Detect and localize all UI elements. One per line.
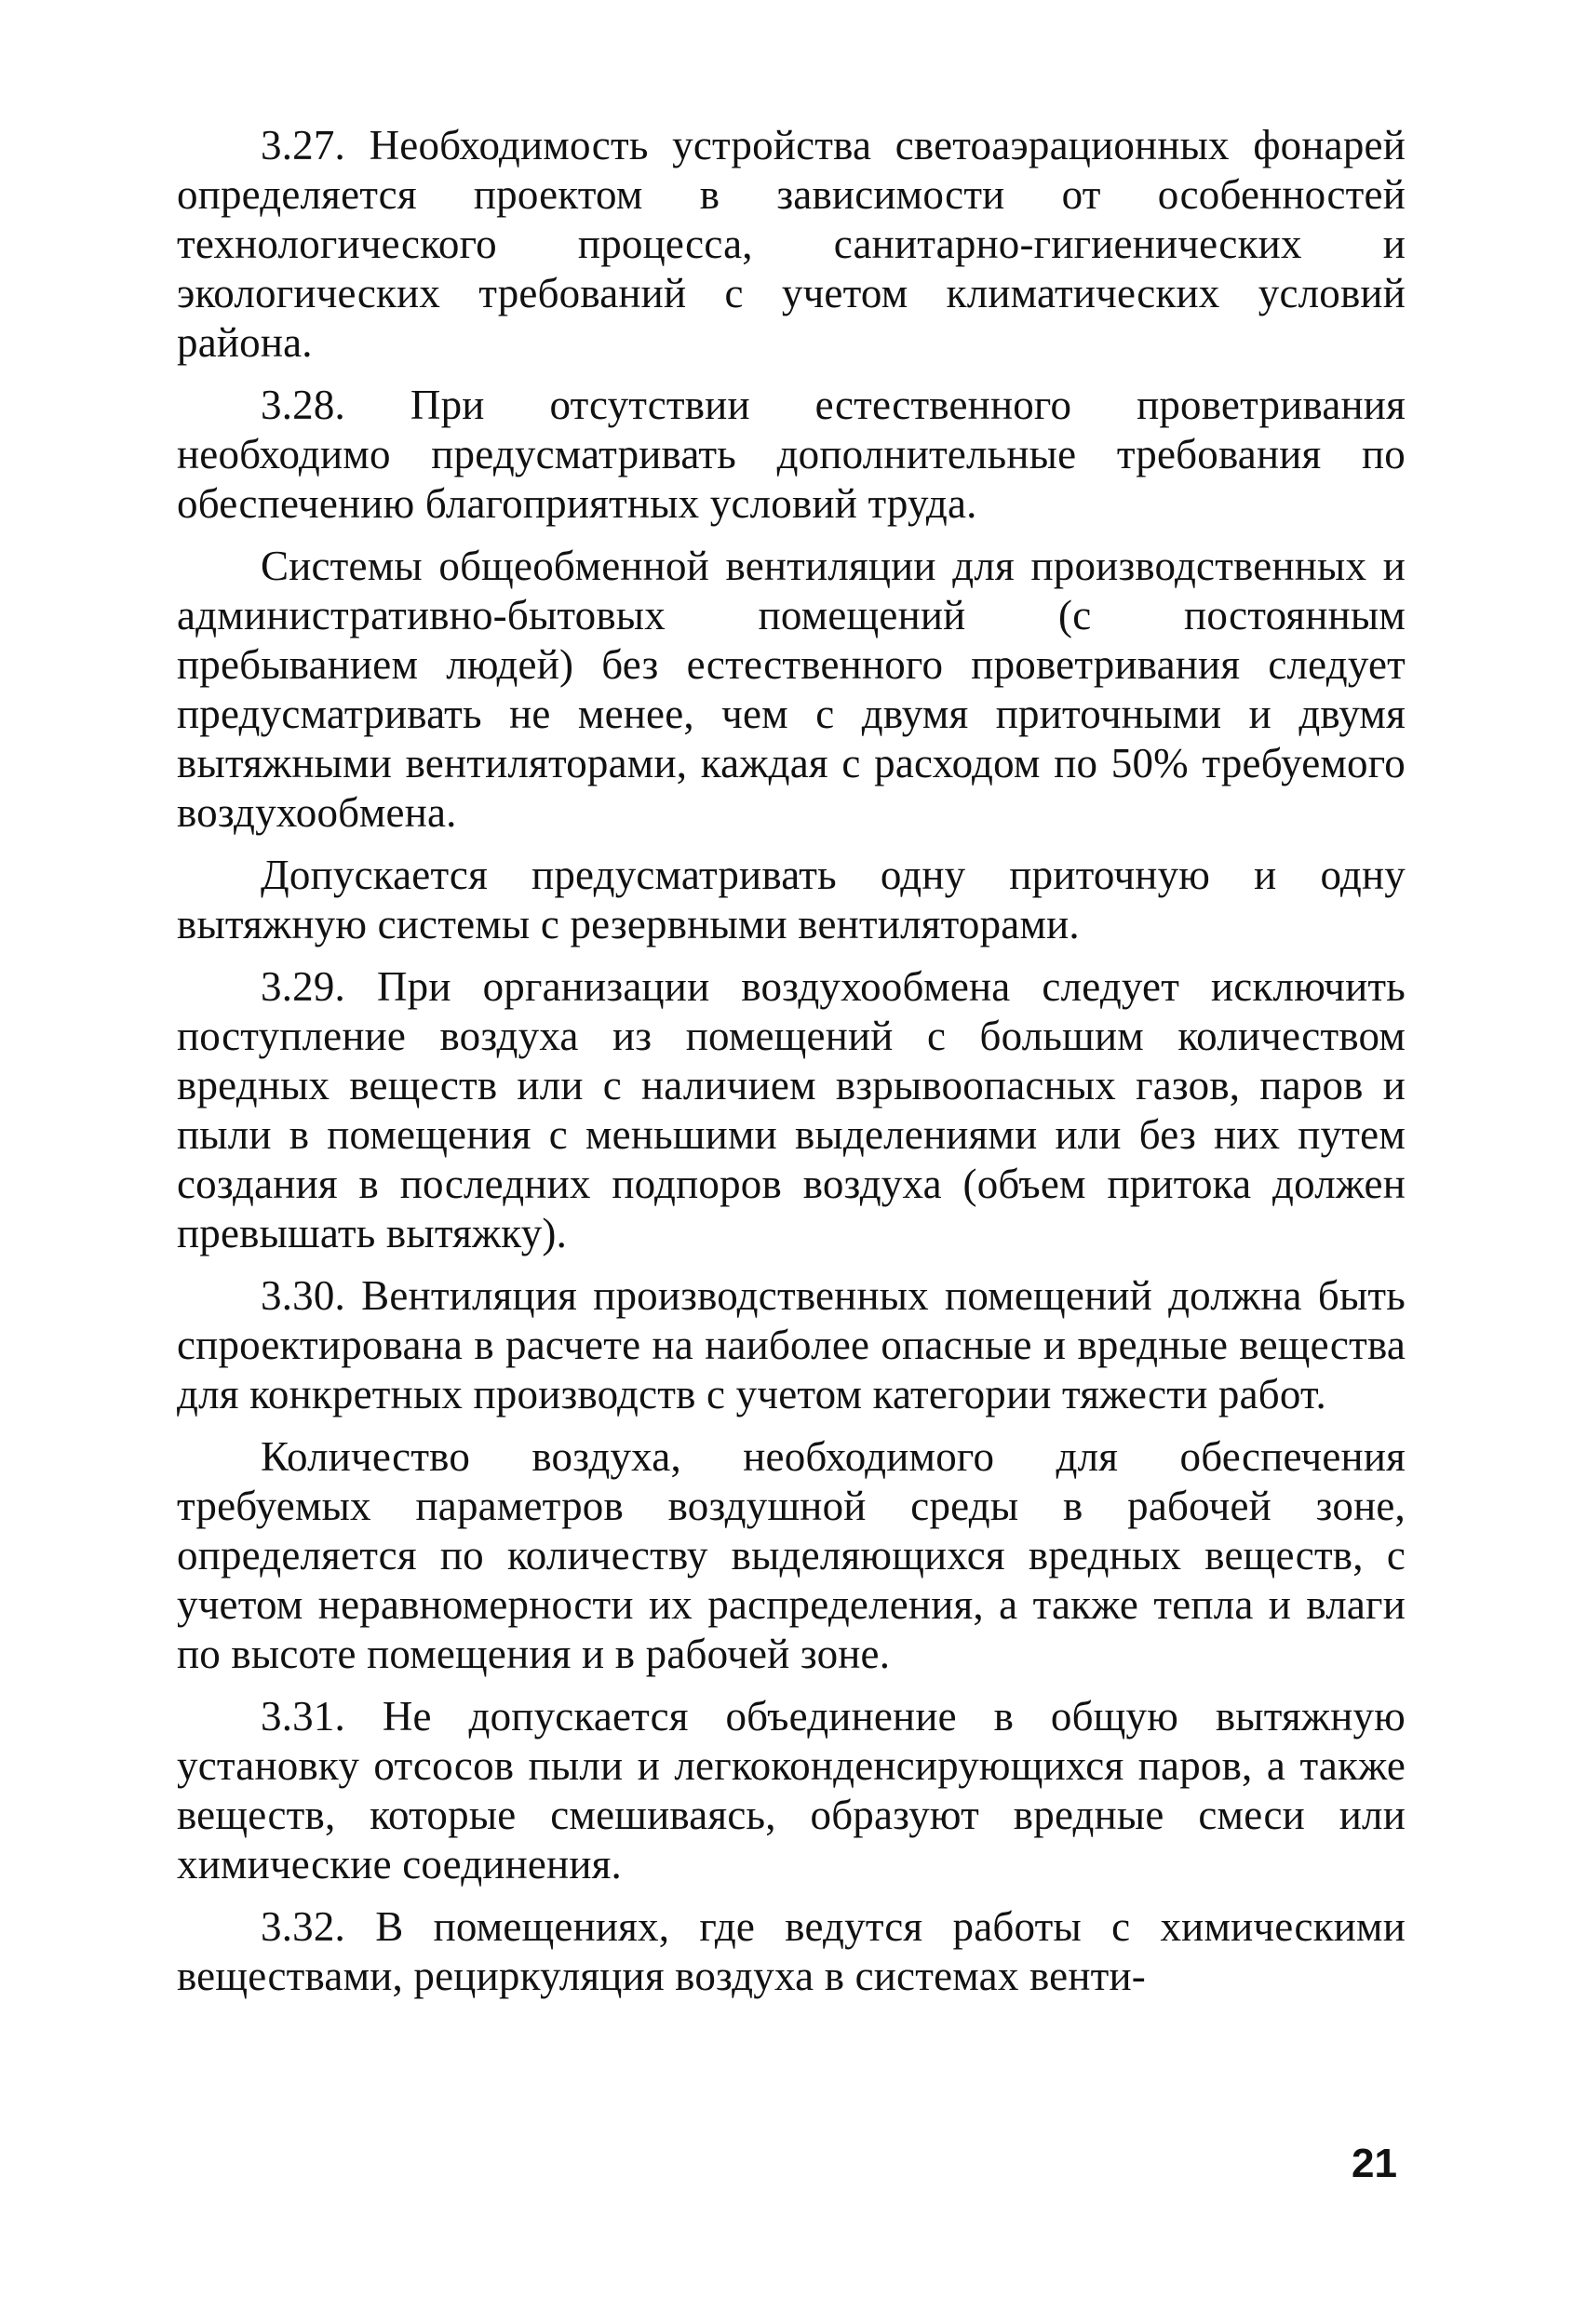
paragraph-3-32: 3.32. В помещениях, где ведутся работы с химическими веществами, рециркуляция воздуха в системах венти- (177, 1903, 1406, 1999)
paragraph-ventilation-systems: Системы общеобменной вентиляции для производственных и административно-бытовых помещений (с постоянным пребыванием людей) без естественного проветривания следует предусматривать не менее, чем с двумя приточными и двумя вытяжными вентиляторами, каждая с расходом по 50% требуемого воздухообмена. (177, 543, 1406, 836)
paragraph-3-31: 3.31. Не допускается объединение в общую вытяжную установку отсосов пыли и легкоконденсирующихся паров, а также веществ, которые смешиваясь, образуют вредные смеси или химические соединения. (177, 1693, 1406, 1887)
paragraph-3-28: 3.28. При отсутствии естественного проветривания необходимо предусматривать дополнительные требования по обеспечению благоприятных условий труда. (177, 382, 1406, 527)
paragraph-reserve-fans: Допускается предусматривать одну приточную и одну вытяжную системы с резервными вентиляторами. (177, 852, 1406, 947)
text-body (177, 121, 1406, 2014)
page-number: 21 (1352, 2141, 1397, 2186)
paragraph-3-30: 3.30. Вентиляция производственных помещений должна быть спроектирована в расчете на наиболее опасные и вредные вещества для конкретных производств с учетом категории тяжести работ. (177, 1272, 1406, 1417)
paragraph-air-quantity: Количество воздуха, необходимого для обеспечения требуемых параметров воздушной среды в рабочей зоне, определяется по количеству выделяющихся вредных веществ, с учетом неравномерности их распределения, а также тепла и влаги по высоте помещения и в рабочей зоне. (177, 1433, 1406, 1677)
paragraph-3-27: 3.27. Необходимость устройства светоаэрационных фонарей определяется проектом в зависимости от особенностей технологического процесса, санитарно-гигиенических и экологических требований с учетом климатических условий района. (177, 122, 1406, 366)
paragraph-3-29: 3.29. При организации воздухообмена следует исключить поступление воздуха из помещений с большим количеством вредных веществ или с наличием взрывоопасных газов, паров и пыли в помещения с меньшими выделениями или без них путем создания в последних подпоров воздуха (объем притока должен превышать вытяжку). (177, 963, 1406, 1256)
